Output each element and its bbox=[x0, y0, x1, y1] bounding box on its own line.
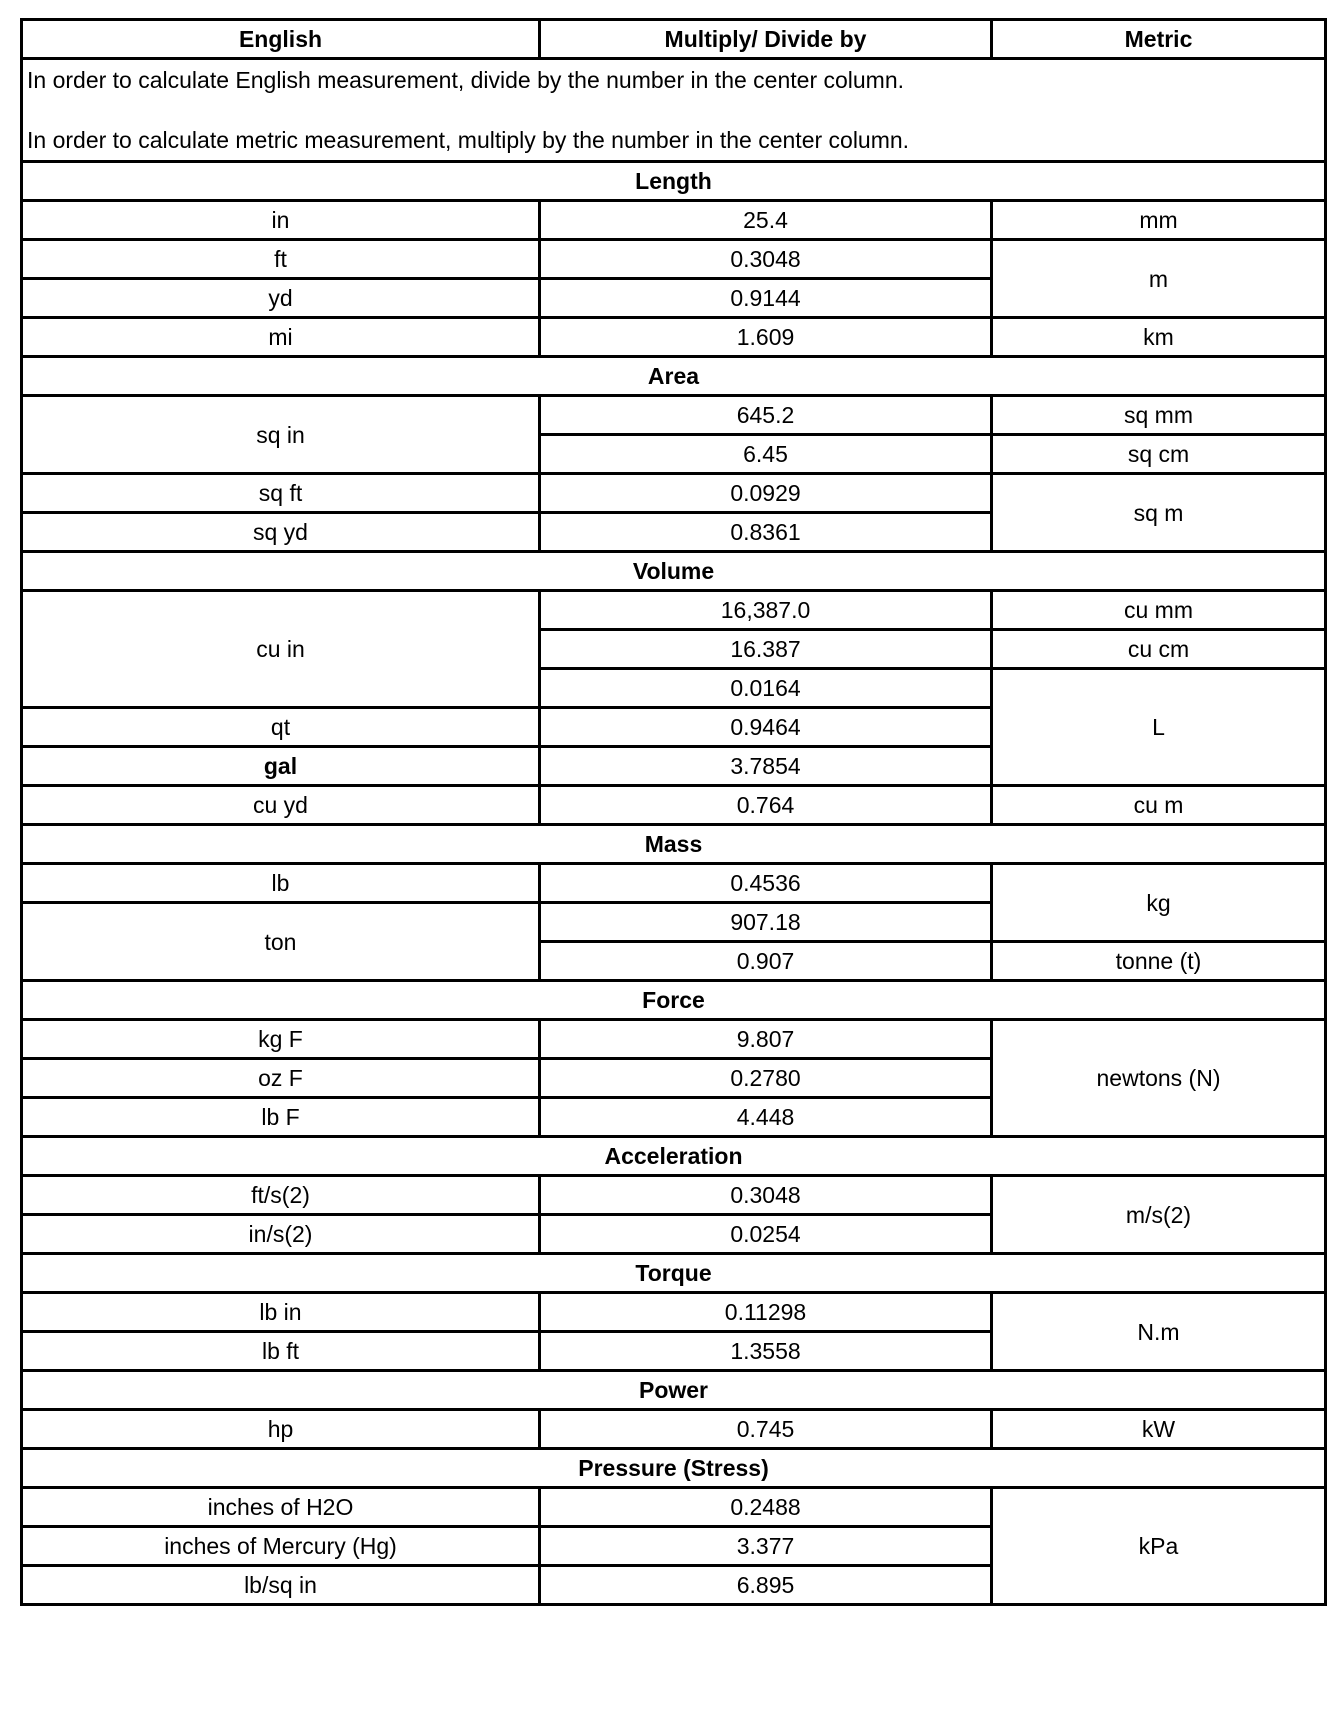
factor-cell: 1.3558 bbox=[540, 1332, 992, 1371]
metric-unit-cell: kg bbox=[992, 864, 1326, 942]
table-row bbox=[22, 864, 1326, 903]
conversion-table bbox=[20, 18, 1327, 1606]
section-row bbox=[22, 357, 1326, 396]
table-row bbox=[22, 1293, 1326, 1332]
english-unit-cell: sq yd bbox=[22, 513, 540, 552]
factor-cell: 645.2 bbox=[540, 396, 992, 435]
english-unit-cell: ft/s(2) bbox=[22, 1176, 540, 1215]
factor-cell: 25.4 bbox=[540, 201, 992, 240]
metric-column-header: Metric bbox=[992, 20, 1326, 59]
section-row bbox=[22, 552, 1326, 591]
factor-cell: 16,387.0 bbox=[540, 591, 992, 630]
metric-unit-cell: kPa bbox=[992, 1488, 1326, 1605]
instruction-note bbox=[22, 59, 1326, 162]
factor-cell: 0.0929 bbox=[540, 474, 992, 513]
instruction-metric: In order to calculate metric measurement, multiply by the number in the center column. bbox=[27, 127, 910, 153]
metric-unit-cell: N.m bbox=[992, 1293, 1326, 1371]
factor-cell: 3.377 bbox=[540, 1527, 992, 1566]
metric-unit-cell: tonne (t) bbox=[992, 942, 1326, 981]
instruction-row bbox=[22, 59, 1326, 162]
instruction-english: In order to calculate English measurement, divide by the number in the center column. bbox=[27, 67, 905, 93]
metric-unit-cell: cu m bbox=[992, 786, 1326, 825]
factor-cell: 0.2488 bbox=[540, 1488, 992, 1527]
metric-unit-cell: km bbox=[992, 318, 1326, 357]
english-unit-cell: mi bbox=[22, 318, 540, 357]
factor-cell: 0.2780 bbox=[540, 1059, 992, 1098]
section-row bbox=[22, 1137, 1326, 1176]
factor-cell: 6.895 bbox=[540, 1566, 992, 1605]
table-row bbox=[22, 591, 1326, 630]
factor-cell: 0.9464 bbox=[540, 708, 992, 747]
english-unit-cell: cu yd bbox=[22, 786, 540, 825]
factor-cell: 9.807 bbox=[540, 1020, 992, 1059]
factor-cell: 3.7854 bbox=[540, 747, 992, 786]
section-force: Force bbox=[22, 981, 1326, 1020]
english-unit-cell: lb bbox=[22, 864, 540, 903]
english-unit-cell: in/s(2) bbox=[22, 1215, 540, 1254]
factor-cell: 0.11298 bbox=[540, 1293, 992, 1332]
table-row bbox=[22, 1410, 1326, 1449]
section-volume: Volume bbox=[22, 552, 1326, 591]
english-unit-cell: gal bbox=[22, 747, 540, 786]
section-row bbox=[22, 162, 1326, 201]
factor-cell: 16.387 bbox=[540, 630, 992, 669]
english-unit-cell: inches of Mercury (Hg) bbox=[22, 1527, 540, 1566]
english-unit-cell: inches of H2O bbox=[22, 1488, 540, 1527]
table-row bbox=[22, 1176, 1326, 1215]
section-row bbox=[22, 1371, 1326, 1410]
factor-cell: 0.907 bbox=[540, 942, 992, 981]
table-row bbox=[22, 474, 1326, 513]
english-unit-cell: sq in bbox=[22, 396, 540, 474]
english-unit-cell: yd bbox=[22, 279, 540, 318]
metric-unit-cell: sq mm bbox=[992, 396, 1326, 435]
english-unit-cell: kg F bbox=[22, 1020, 540, 1059]
metric-unit-cell: sq cm bbox=[992, 435, 1326, 474]
table-row bbox=[22, 201, 1326, 240]
section-row bbox=[22, 1449, 1326, 1488]
english-unit-cell: lb in bbox=[22, 1293, 540, 1332]
metric-unit-cell: newtons (N) bbox=[992, 1020, 1326, 1137]
table-row bbox=[22, 396, 1326, 435]
metric-unit-cell: cu cm bbox=[992, 630, 1326, 669]
metric-unit-cell: sq m bbox=[992, 474, 1326, 552]
section-power: Power bbox=[22, 1371, 1326, 1410]
factor-cell: 0.4536 bbox=[540, 864, 992, 903]
metric-unit-cell: m bbox=[992, 240, 1326, 318]
english-unit-cell: ft bbox=[22, 240, 540, 279]
factor-cell: 0.0254 bbox=[540, 1215, 992, 1254]
header-row bbox=[22, 20, 1326, 59]
english-unit-cell: lb F bbox=[22, 1098, 540, 1137]
factor-cell: 0.3048 bbox=[540, 1176, 992, 1215]
metric-unit-cell: kW bbox=[992, 1410, 1326, 1449]
factor-cell: 6.45 bbox=[540, 435, 992, 474]
factor-cell: 4.448 bbox=[540, 1098, 992, 1137]
table-row bbox=[22, 1020, 1326, 1059]
metric-unit-cell: cu mm bbox=[992, 591, 1326, 630]
factor-cell: 0.745 bbox=[540, 1410, 992, 1449]
english-unit-cell: in bbox=[22, 201, 540, 240]
section-row bbox=[22, 981, 1326, 1020]
section-mass: Mass bbox=[22, 825, 1326, 864]
factor-cell: 1.609 bbox=[540, 318, 992, 357]
section-pressure: Pressure (Stress) bbox=[22, 1449, 1326, 1488]
factor-column-header: Multiply/ Divide by bbox=[540, 20, 992, 59]
factor-cell: 0.9144 bbox=[540, 279, 992, 318]
table-row bbox=[22, 1488, 1326, 1527]
section-acceleration: Acceleration bbox=[22, 1137, 1326, 1176]
section-torque: Torque bbox=[22, 1254, 1326, 1293]
factor-cell: 0.3048 bbox=[540, 240, 992, 279]
metric-unit-cell: m/s(2) bbox=[992, 1176, 1326, 1254]
english-unit-cell: lb/sq in bbox=[22, 1566, 540, 1605]
english-unit-cell: oz F bbox=[22, 1059, 540, 1098]
section-row bbox=[22, 825, 1326, 864]
english-unit-cell: hp bbox=[22, 1410, 540, 1449]
english-column-header: English bbox=[22, 20, 540, 59]
section-row bbox=[22, 1254, 1326, 1293]
section-area: Area bbox=[22, 357, 1326, 396]
table-row bbox=[22, 786, 1326, 825]
factor-cell: 0.8361 bbox=[540, 513, 992, 552]
factor-cell: 0.0164 bbox=[540, 669, 992, 708]
english-unit-cell: ton bbox=[22, 903, 540, 981]
table-row bbox=[22, 240, 1326, 279]
table-row bbox=[22, 318, 1326, 357]
section-length: Length bbox=[22, 162, 1326, 201]
metric-unit-cell: L bbox=[992, 669, 1326, 786]
english-unit-cell: sq ft bbox=[22, 474, 540, 513]
metric-unit-cell: mm bbox=[992, 201, 1326, 240]
english-unit-cell: lb ft bbox=[22, 1332, 540, 1371]
factor-cell: 907.18 bbox=[540, 903, 992, 942]
english-unit-cell: cu in bbox=[22, 591, 540, 708]
factor-cell: 0.764 bbox=[540, 786, 992, 825]
english-unit-cell: qt bbox=[22, 708, 540, 747]
